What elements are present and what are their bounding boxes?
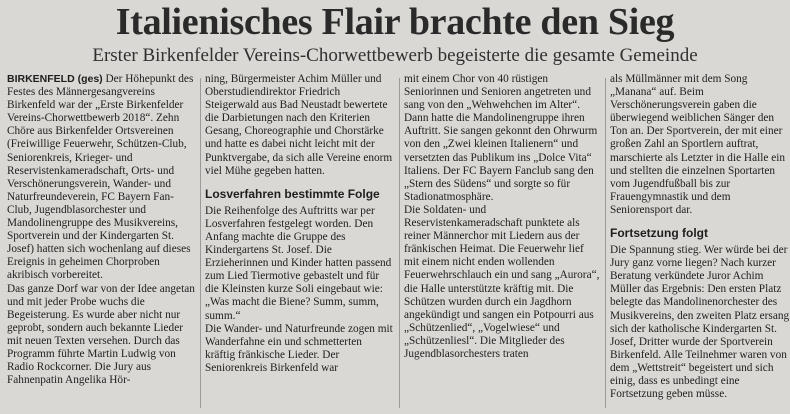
column-divider	[605, 78, 606, 408]
column-4-paragraph-2: Die Spannung stieg. Wer würde bei der Jury ganz vorne liegen? Nach kurzer Beratung verkündete Juror Achim Müller das Ergebnis: Den ersten Platz belegte das Mandolinenorchester des Musikvereins, den zweiten Platz ersang sich der katholische Kindergarten St. Josef, Dritter wurde der Sportverein Birkenfeld. Alle Teilnehmer waren von dem „Wettstreit“ begeistert und sich einig, dass es unbedingt eine Fortsetzung geben müsse.	[610, 244, 790, 401]
article-subheadline: Erster Birkenfelder Vereins-Chorwettbewerb begeisterte die gesamte Gemeinde	[92, 45, 698, 66]
subheading-losverfahren: Losverfahren bestimmte Folge	[205, 186, 380, 201]
column-3-paragraph-2: Dann hatte die Mandolinengruppe ihren Auftritt. Sie sangen gekonnt den Ohrwurm von den „Zwei kleinen Italienern“ und versetzten das Publikum ins „Dolce Vita“ Italiens. Der FC Bayern Fanclub sang den „Stern des Südens“ und sorgte so für Stadionatmosphäre.	[404, 112, 598, 203]
column-4-paragraph-1: als Müllmänner mit dem Song „Manana“ auf. Beim Verschönerungsverein gaben die überwiegend weiblichen Sänger den Ton an. Der Sportverein, der mit einer großen Zahl an Sportlern auftrat, marschierte als Letzter in die Halle ein und stellten die einzelnen Sportarten vom Jugendfußball bis zur Frauengymnastik und dem Seniorensport dar.	[610, 73, 786, 216]
article-column-3	[404, 73, 600, 361]
column-1-text-1: Der Höhepunkt des Festes des Männergesangvereins Birkenfeld war der „Erste Birkenfelder Vereins-Chorwettbewerb 2018“. Zehn Chöre aus Birkenfelder Ortsvereinen (Freiwillige Feuerwehr, Schützen-Club, Seniorenkreis, Krieger- und Reservistenkameradschaft, Orts- und Verschönerungsverein, Wander- und Naturfreundeverein, FC Bayern Fan-Club, Jugendblasorchester und Mandolinengruppe des Musikvereins, Sportverein und der Kindergarten St. Josef) hatten sich wochenlang auf dieses Ereignis in geheimen Chorproben akribisch vorbereitet.	[7, 73, 194, 282]
column-3-paragraph-1: mit einem Chor von 40 rüstigen Seniorinnen und Senioren angetreten und sang von den „Wehwehchen im Alter“.	[404, 73, 591, 112]
subheading-fortsetzung: Fortsetzung folgt	[610, 226, 708, 241]
column-2-paragraph-2: Die Reihenfolge des Auftritts war per Losverfahren festgelegt worden. Den Anfang machte die Gruppe des Kindergartens St. Josef. Die Erzieherinnen und Kinder hatten passend zum Lied Tiermotive gebastelt und für die Kleinsten kurze Soli eingebaut wie: „Was macht die Biene? Summ, summ, summ.“	[205, 204, 392, 322]
column-divider	[399, 78, 400, 408]
article-column-4	[610, 73, 790, 401]
article-headline: Italienisches Flair brachte den Sieg	[115, 1, 675, 43]
column-1-paragraph-2: Das ganze Dorf war von der Idee angetan und mit jeder Probe wuchs die Begeisterung. Es wurde aber nicht nur geprobt, sondern auch bekannte Lieder mit neuen Texten versehen. Durch das Programm führte Martin Ludwig von Radio Rockcorner. Die Jury aus Fahnenpatin Angelika Hör-	[7, 282, 195, 387]
article-column-1	[7, 73, 197, 387]
column-2-paragraph-1: ning, Bürgermeister Achim Müller und Oberstudiendirektor Friedrich Steigerwald aus Bad Neustadt bewertete die Darbietungen nach den Kriterien Gesang, Choreographie und Chorstärke und hatte es dabei nicht leicht mit der Punktvergabe, da sich alle Vereine enorm viel Mühe gegeben hatten.	[205, 73, 393, 177]
column-3-paragraph-3: Die Soldaten- und Reservistenkameradschaft punktete als reiner Männerchor mit Liedern aus der fränkischen Heimat. Die Feuerwehr lief mit einem nicht enden wollenden Feuerwehrschlauch ein und sang „Aurora“, die Halle unterstützte kräftig mit. Die Schützen wurden durch ein Jagdhorn angekündigt und sangen ein Potpourri aus „Schützenlied“, „Vogelwiese“ und „Schützenliesl“. Die Mitglieder des Jugendblasorchesters traten	[404, 203, 600, 360]
column-1-paragraph-1	[7, 73, 197, 283]
dateline: BIRKENFELD (ges)	[7, 73, 103, 85]
article-column-2	[205, 73, 393, 375]
column-2-paragraph-3: Die Wander- und Naturfreunde zogen mit Wanderfahne ein und schmetterten kräftig fränkische Lieder. Der Seniorenkreis Birkenfeld war	[205, 322, 393, 374]
column-divider	[200, 78, 201, 408]
